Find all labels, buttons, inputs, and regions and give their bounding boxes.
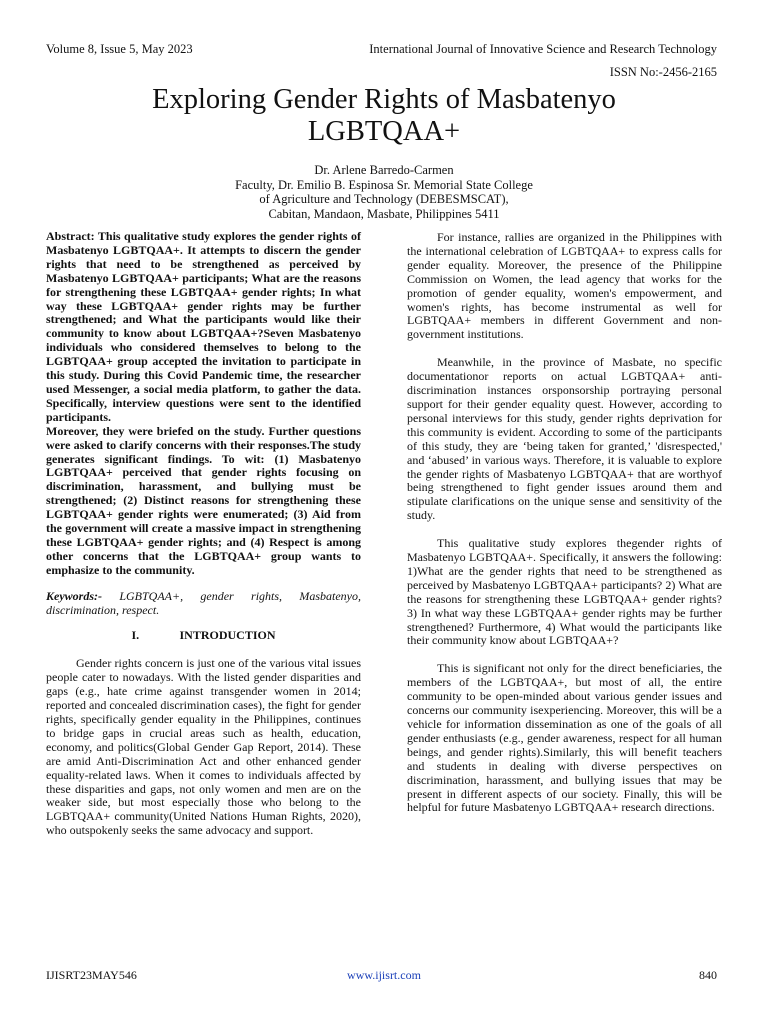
- volume-issue: Volume 8, Issue 5, May 2023: [46, 42, 193, 56]
- affiliation-line: Cabitan, Mandaon, Masbate, Philippines 5411: [268, 206, 500, 221]
- body-paragraph: This is significant not only for the direct beneficiaries, the members of the LGBTQAA+, but most of all, the entire community to be open-minded about various gender issues and concerns our community isexperiencing. Moreover, this will be a vehicle for information dissemination as one of the goals of all gender enthusiasts (e.g., gender awareness, respect for all human beings, and gender rights).Similarly, this will benefit teachers and students in dealing with diverse perspectives on discrimination, harassment, and bullying issues that may be present in different aspects of our society. Finally, this will be helpful for future Masbatenyo LGBTQAA+ research directions.: [407, 661, 722, 815]
- paper-code: IJISRT23MAY546: [46, 968, 137, 982]
- website-link[interactable]: www.ijisrt.com: [347, 968, 421, 982]
- page-number: 840: [699, 968, 717, 982]
- body-paragraph: For instance, rallies are organized in the Philippines with the international celebration of LGBTQAA+ to express calls for gender equality. Moreover, the presence of the Philippine Commission on Women, the lead agency that works for the promotion of gender equality, women's empowerment, and women's rights, has become instrumental as well for LGBTQAA+ members in different Government and non-government institutions.: [407, 230, 722, 342]
- paper-title: [60, 84, 708, 148]
- section-heading: [46, 629, 361, 643]
- section-number: I.: [131, 628, 140, 643]
- affiliation-line: of Agriculture and Technology (DEBESMSCAT),: [259, 192, 509, 207]
- title-line-2: LGBTQAA+: [307, 116, 461, 147]
- affiliation-line: Faculty, Dr. Emilio B. Espinosa Sr. Memorial State College: [235, 177, 533, 192]
- issn: ISSN No:-2456-2165: [609, 65, 717, 79]
- body-paragraph: Gender rights concern is just one of the various vital issues people cater to nowadays. With the listed gender disparities and gaps (e.g., hate crime against transgender women in 2014; reported and concealed discrimination cases), the fight for gender rights, specifically gender equality in the Philippines, continues to bridge gaps in crucial areas such as health, education, economy, and politics(Global Gender Gap Report, 2014). These are amid Anti-Discrimination Act and other enhanced gender equality-related laws. When it comes to individuals affected by these disparities and gaps, not only women and men are on the weaker side, but most especially those who belong to the LGBTQAA+ community(United Nations Human Rights, 2020), who outspokenly seeks the same advocacy and support.: [46, 656, 361, 838]
- body-paragraph: Meanwhile, in the province of Masbate, no specific documentationor reports on actual LGBTQAA+ anti-discrimination instances orsponsorship portraying personal support for their gender equality quest. However, according to personal interviews for this study, gender rights deprivation for this community is evident. According to some of the participants of this study, they are ‘being taken for granted,’ 'disrespected,' and ‘abused’ in various ways. Therefore, it is valuable to explore the gender rights of Masbatenyo LGBTQAA+ that are worthyof being strengthened to fight gender issues around them and stipulate clarifications on the unique sense and sensitivity of the study.: [407, 355, 722, 523]
- journal-name: International Journal of Innovative Science and Research Technology: [369, 42, 717, 56]
- author-name: Dr. Arlene Barredo-Carmen: [314, 163, 454, 177]
- abstract-part-2: Moreover, they were briefed on the study. Further questions were asked to clarify concerns with their responses.The study generates significant findings. To wit: (1) Masbatenyo LGBTQAA+ perceived that gender rights focusing on discrimination, harassment, and bullying must be strengthened; (2) Distinct reasons for strengthening these LGBTQAA+ gender rights were enumerated; (3) Aid from the government will create a massive impact in strengthening these LGBTQAA+ gender rights; and (4) Respect is among other concerns that the LGBTQAA+ group wants to emphasize to the community.: [46, 423, 361, 577]
- keywords-text: LGBTQAA+, gender rights, Masbatenyo, discrimination, respect.: [46, 588, 361, 617]
- abstract-part-1: Abstract: This qualitative study explores the gender rights of Masbatenyo LGBTQAA+. It attempts to discern the gender rights that need to be strengthened as perceived by Masbatenyo LGBTQAA+ participants; What are the reasons for strengthening these LGBTQAA+ gender rights; In what way these LGBTQAA+ gender rights may be further strengthened; and What the participants would like their community to know about LGBTQAA+?Seven Masbatenyo individuals who considered themselves to belong to the LGBTQAA+ group accepted the invitation to participate in this study. During this Covid Pandemic time, the researcher used Messenger, a social media platform, to gather the data. Specifically, interview questions were sent to the identified participants.: [46, 229, 361, 424]
- section-title: INTRODUCTION: [179, 628, 276, 643]
- body-paragraph: This qualitative study explores thegender rights of Masbatenyo LGBTQAA+. Specifically, it answers the following: 1)What are the gender rights that need to be strengthened as perceived by Masbatenyo LGBTQAA+ participants? 2) What are the reasons for strengthening these LGBTQAA+ gender rights?3) In what way these LGBTQAA+ gender rights may be further strengthened? Furthermore, 4) What would the participants like their community know about LGBTQAA+?: [407, 536, 722, 648]
- title-line-1: Exploring Gender Rights of Masbatenyo: [152, 84, 616, 115]
- left-column: [46, 230, 361, 852]
- right-column: [407, 231, 722, 829]
- keywords: [46, 590, 361, 618]
- keywords-label: Keywords:-: [46, 588, 102, 603]
- author-block: [100, 163, 668, 221]
